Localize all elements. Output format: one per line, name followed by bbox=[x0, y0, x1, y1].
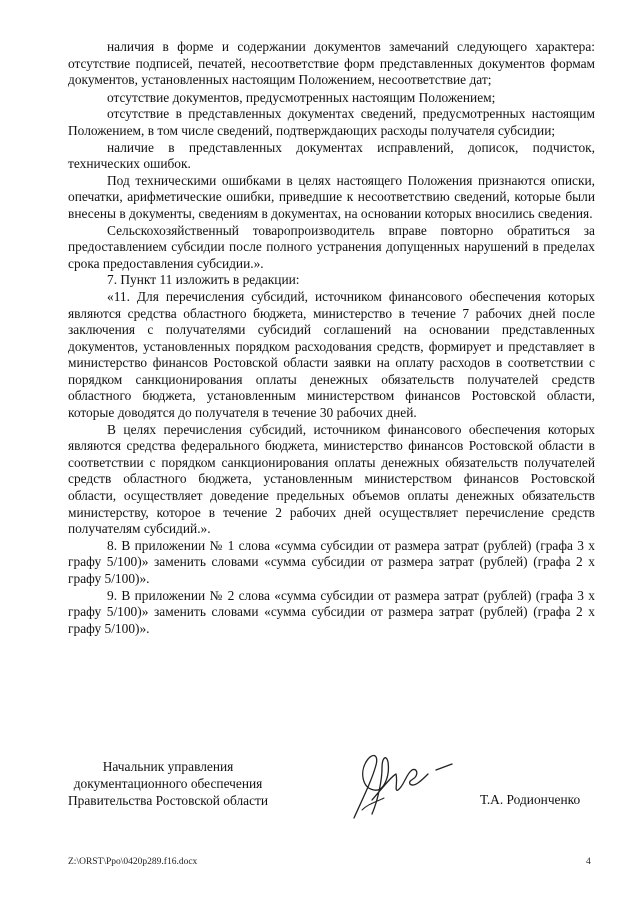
file-path-footer: Z:\ORST\Ppo\0420p289.f16.docx bbox=[68, 857, 198, 867]
paragraph-11: 9. В приложении № 2 слова «сумма субсидии от размера затрат (рублей) (графа 3 х графу 5/100)» заменить словами «сумма субсидии от размера затрат (рублей) (графа 2 х графу 5/100)». bbox=[68, 587, 595, 636]
document-body bbox=[68, 39, 595, 637]
paragraph-9: В целях перечисления субсидий, источником финансового обеспечения которых являются средства федерального бюджета, министерство финансов Ростовской области в соответствии с порядком санкционирования оплаты денежных обязательств получателей средств областного бюджета, установленным министерством финансов Ростовской области, осуществляет доведение предельных объемов оплаты денежных обязательств министерству, которое в течение 2 рабочих дней осуществляет перечисление средств получателям субсидий.». bbox=[68, 421, 595, 537]
signatory-title-line-3: Правительства Ростовской области bbox=[68, 793, 269, 808]
paragraph-4: наличие в представленных документах исправлений, дописок, подчисток, технических ошибок. bbox=[68, 139, 595, 172]
paragraph-6: Сельскохозяйственный товаропроизводитель вправе повторно обратиться за предоставлением субсидии после полного устранения допущенных нарушений в пределах срока предоставления субсидии.». bbox=[68, 222, 595, 271]
paragraph-1: наличия в форме и содержании документов замечаний следующего характера: отсутствие подписей, печатей, несоответствие форм представленных документов формам документов, установленных настоящим Положением, несоответствие дат; bbox=[68, 39, 595, 88]
paragraph-2: отсутствие документов, предусмотренных настоящим Положением; bbox=[107, 89, 496, 105]
signatory-title-line-2: документационного обеспечения bbox=[73, 776, 263, 791]
paragraph-7: 7. Пункт 11 изложить в редакции: bbox=[107, 272, 300, 288]
paragraph-10: 8. В приложении № 1 слова «сумма субсидии от размера затрат (рублей) (графа 3 х графу 5/100)» заменить словами «сумма субсидии от размера затрат (рублей) (графа 2 х графу 5/100)». bbox=[68, 537, 595, 586]
signatory-name: Т.А. Родионченко bbox=[480, 792, 581, 807]
signatory-title-line-1: Начальник управления bbox=[102, 759, 234, 774]
page-number: 4 bbox=[586, 857, 591, 867]
handwritten-signature bbox=[332, 740, 462, 830]
signatory-title bbox=[68, 758, 268, 809]
paragraph-3: отсутствие в представленных документах сведений, предусмотренных настоящим Положением, в том числе сведений, подтверждающих расходы получателя субсидии; bbox=[68, 106, 595, 138]
paragraph-8: «11. Для перечисления субсидий, источником финансового обеспечения которых являются средства областного бюджета, министерство в течение 7 рабочих дней после заключения с получателями субсидий соглашений на основании представленных документов, установленных порядком расходования средств, формирует и представляет в министерство финансов Ростовской области заявки на оплату расходов в соответствии с порядком санкционирования оплаты денежных обязательств получателей средств областного бюджета, установленным министерством финансов Ростовской области, которые доводятся до получателя в течение 30 рабочих дней. bbox=[68, 288, 595, 421]
paragraph-5: Под техническими ошибками в целях настоящего Положения признаются описки, опечатки, арифметические ошибки, приведшие к несоответствию сведений, которые были внесены в документы, сведениям в документах, на основании которых вносились сведения. bbox=[68, 172, 595, 221]
